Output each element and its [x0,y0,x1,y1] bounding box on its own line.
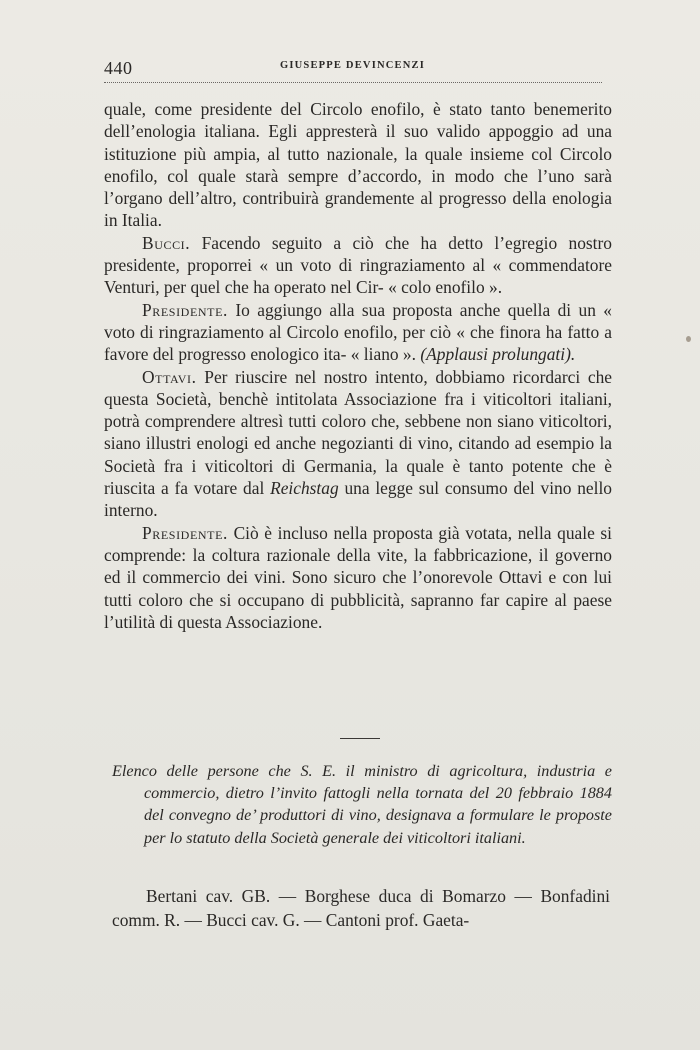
speech-text: una legge sul consumo del vino nello interno. [104,478,612,521]
speech-text: Facendo seguito a ciò che ha detto l’egregio nostro presidente, proporrei « un voto di ringraziamento al « commendatore Venturi, per quel che ha operato nel Cir- « colo enofilo ». [104,232,612,298]
running-head: GIUSEPPE DEVINCENZI [280,60,426,71]
speaker-name: Presidente. [142,299,228,320]
names-text: Bertani cav. GB. — Borghese duca di Bomarzo — Bonfadini comm. R. — Bucci cav. G. — Cantoni prof. Gaeta- [112,886,610,930]
elenco-heading [112,760,612,849]
section-separator [340,738,380,739]
speech-text: Ciò è incluso nella proposta già votata, nella quale si comprende: la coltura razionale della vite, la fabbricazione, il governo ed il commercio dei vini. Sono sicuro che l’onorevole Ottavi e con lui tutti coloro che si occupano di pubblicità, sapranno far capire al paese l’utilità di questa Associazione. [104,522,612,632]
speaker-name: Bucci. [142,232,191,253]
stage-direction: (Applausi prolungati). [420,344,576,365]
names-list [112,884,610,932]
page-header [104,58,604,82]
speaker-name: Presidente. [142,522,228,543]
elenco-text: Elenco delle persone che S. E. il ministro di agricoltura, industria e commercio, dietro l’invito fattogli nella tornata del 20 febbraio 1884 del convegno de’ produttori di vino, designava a formulare le proposte per lo statuto della Società generale dei viticoltori italiani. [112,762,612,847]
ink-spot [686,336,691,342]
header-rule [104,82,602,83]
body-text [104,98,612,633]
paragraph-bucci [104,232,612,299]
italic-term: Reichstag [270,478,339,499]
paragraph-presidente-2 [104,522,612,633]
paragraph-presidente-1 [104,299,612,366]
paragraph-ottavi [104,366,612,522]
speech-text: Io aggiungo alla sua proposta anche quella di un « voto di ringraziamento al Circolo enofilo, per ciò « che finora ha fatto a favore del progresso enologico ita- « liano ». [104,299,612,365]
speech-text: Per riuscire nel nostro intento, dobbiamo ricordarci che questa Società, benchè intitolata Associazione fra i viticoltori italiani, potrà comprendere altresì tutti coloro che, sebbene non siano viticoltori, siano illustri enologi ed anche negozianti di vino, citando ad esempio la Società fra i viticoltori di Germania, la quale è tanto potente che è riuscita a fa votare dal [104,366,612,499]
page-number: 440 [104,58,133,78]
speaker-name: Ottavi. [142,366,197,387]
paragraph-continuation: quale, come presidente del Circolo enofilo, è stato tanto benemerito dell’enologia italiana. Egli appresterà il suo valido appoggio ad una istituzione più ampia, al tutto nazionale, la quale insieme col Circolo enofilo, col quale starà sempre d’accordo, in modo che l’uno sarà l’organo dell’altro, contribuirà grandemente al progresso della enologia in Italia. [104,99,612,231]
